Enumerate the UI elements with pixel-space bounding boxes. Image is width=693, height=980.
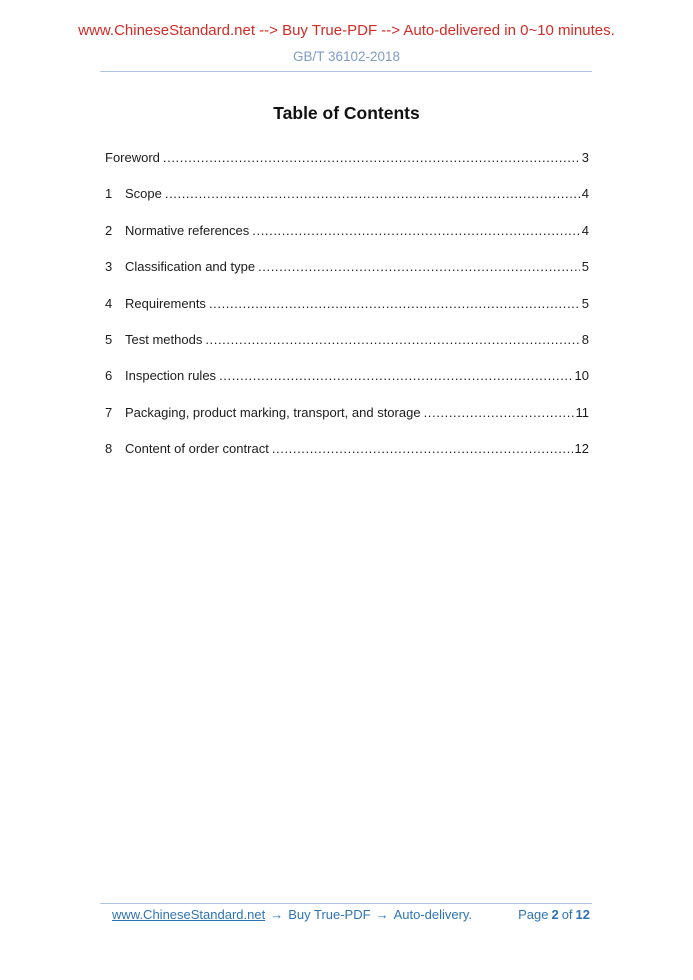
toc-entry-label: Requirements: [125, 295, 206, 311]
footer-promo: [112, 907, 472, 922]
toc-leader-dots: [202, 333, 579, 346]
page-indicator-total: 12: [575, 907, 590, 922]
footer: [112, 907, 590, 922]
toc-entry: [105, 369, 589, 382]
page-indicator-of: of: [561, 907, 573, 922]
toc-entry-label: Inspection rules: [125, 368, 217, 384]
toc-entry-number: 6: [105, 368, 113, 384]
toc-leader-dots: [255, 260, 580, 273]
right-arrow-icon: →: [375, 907, 389, 922]
toc-leader-dots: [162, 187, 580, 200]
toc-entry-page: 10: [574, 368, 589, 384]
toc-entry-number: 5: [105, 331, 113, 347]
right-arrow-icon: →: [270, 907, 284, 922]
footer-divider: [100, 903, 592, 904]
toc-entry: [105, 187, 589, 200]
toc-list: [105, 151, 589, 479]
toc-entry: [105, 260, 589, 273]
toc-entry-number: 4: [105, 295, 113, 311]
toc-entry-number: 7: [105, 404, 113, 420]
toc-entry-label: Content of order contract: [125, 441, 269, 457]
promo-banner-text: www.ChineseStandard.net --> Buy True-PDF --> Auto-delivered in 0~10 minutes.: [78, 22, 615, 39]
toc-leader-dots: [206, 297, 580, 310]
toc-entry-page: 12: [574, 441, 589, 457]
toc-entry-number: 2: [105, 222, 113, 238]
toc-entry: [105, 297, 589, 310]
toc-entry: [105, 224, 589, 237]
toc-leader-dots: [249, 224, 579, 237]
toc-entry-label: Classification and type: [125, 259, 256, 275]
toc-entry: [105, 442, 589, 455]
toc-entry-page: 5: [581, 295, 589, 311]
toc-entry-label: Test methods: [125, 331, 203, 347]
page-indicator: [518, 907, 590, 922]
toc-entry: [105, 151, 589, 164]
toc-entry-number: 8: [105, 441, 113, 457]
toc-leader-dots: [269, 442, 573, 455]
toc-entry: [105, 406, 589, 419]
toc-entry-page: 4: [581, 186, 589, 202]
page-title: Table of Contents: [273, 103, 420, 123]
header-divider: [100, 71, 592, 72]
toc-entry: [105, 333, 589, 346]
toc-entry-number: 1: [105, 186, 113, 202]
page-indicator-current: 2: [551, 907, 559, 922]
page-indicator-label: Page: [518, 907, 549, 922]
standard-code: GB/T 36102-2018: [292, 49, 401, 64]
toc-entry-number: 3: [105, 259, 113, 275]
footer-delivery-text: Auto-delivery.: [393, 907, 473, 922]
toc-entry-label: Foreword: [105, 150, 160, 165]
toc-leader-dots: [216, 369, 572, 382]
footer-site-link[interactable]: www.ChineseStandard.net: [112, 907, 266, 922]
toc-entry-page: 4: [581, 222, 589, 238]
toc-entry-page: 5: [581, 259, 589, 275]
toc-leader-dots: [421, 406, 574, 419]
toc-entry-label: Normative references: [125, 222, 250, 238]
toc-entry-page: 3: [581, 150, 589, 165]
toc-entry-label: Packaging, product marking, transport, and storage: [125, 404, 421, 420]
toc-entry-page: 11: [575, 404, 589, 420]
toc-entry-page: 8: [581, 331, 589, 347]
footer-buy-text: Buy True-PDF: [288, 907, 371, 922]
toc-leader-dots: [160, 151, 580, 164]
toc-entry-label: Scope: [125, 186, 162, 202]
